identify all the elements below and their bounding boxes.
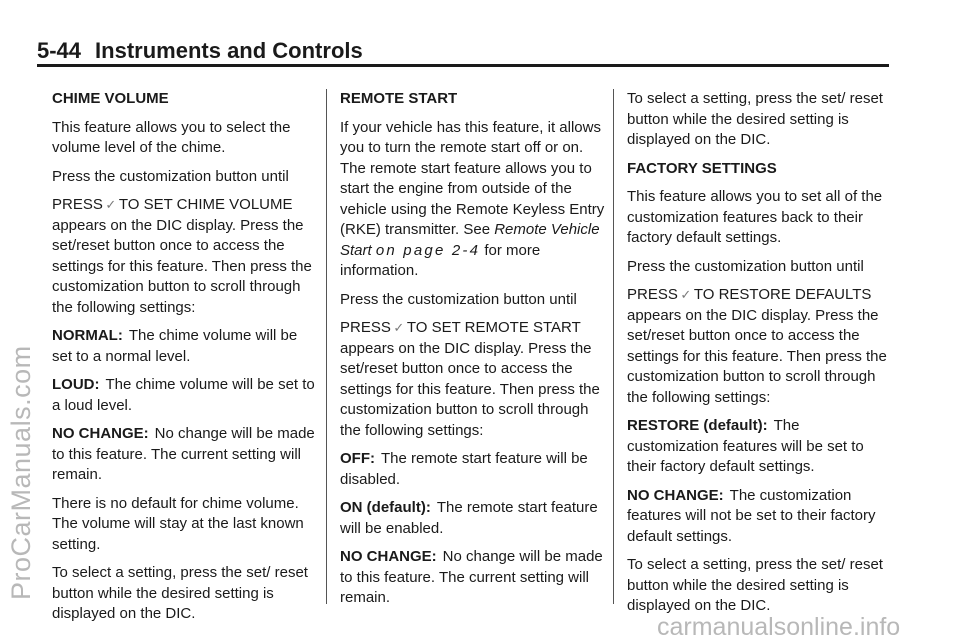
option-term: NO CHANGE: [627,486,724,504]
option-term: ON (default): [340,499,431,516]
remote-vehicle-start-link[interactable]: Remote Vehicle Start on page 2-4 [340,221,600,259]
check-icon: ✓ [105,197,117,212]
paragraph: This feature allows you to set all of the customization features back to their factory default settings. [627,188,883,246]
page-header [37,38,889,64]
option-text: No change will be made to this feature. The current setting will remain. [340,548,603,606]
option-term: LOUD: [52,376,100,393]
paragraph: This feature allows you to select the volume level of the chime. [52,118,291,156]
column-3 [627,89,895,625]
check-icon: ✓ [680,287,692,302]
press-instruction: PRESS ✓ TO SET CHIME VOLUME appears on the DIC display. Press the set/reset button once to access the settings for this feature. Then press the customization button to scroll through the following settings: [52,196,312,316]
page-number: 5-44 [37,38,82,63]
option-item [52,375,320,416]
column-divider-2 [613,89,614,604]
option-text: The customization features will be set to their factory default settings. [627,417,864,475]
option-text: The remote start feature will be enabled. [340,499,598,537]
option-item [340,449,608,490]
option-text: The chime volume will be set to a normal level. [52,327,298,365]
option-text: No change will be made to this feature. The current setting will remain. [52,425,315,483]
option-text: The customization features will not be set to their factory default settings. [627,486,876,545]
paragraph: Press the customization button until [627,257,864,275]
paragraph: To select a setting, press the set/ reset button while the desired setting is displayed on the DIC. [627,556,883,614]
option-text: The chime volume will be set to a loud level. [52,376,315,414]
press-instruction: PRESS ✓ TO SET REMOTE START appears on the DIC display. Press the set/reset button once to access the settings for this feature. Then press the customization button to scroll through the following settings: [340,319,600,439]
paragraph: Press the customization button until [52,167,289,185]
paragraph: To select a setting, press the set/ reset button while the desired setting is displayed on the DIC. [52,564,308,622]
header-rule [37,64,889,67]
column-2 [340,89,608,617]
paragraph: Press the customization button until [340,290,577,308]
option-term: NORMAL: [52,327,123,344]
option-item [52,326,320,367]
option-item [627,486,895,548]
option-text: The remote start feature will be disabled. [340,450,588,488]
press-instruction: PRESS ✓ TO RESTORE DEFAULTS appears on the DIC display. Press the set/reset button once to access the settings for this feature. Then press the customization button to scroll through the following settings: [627,286,887,406]
chime-volume-heading: CHIME VOLUME [52,90,169,107]
option-term: NO CHANGE: [52,425,149,442]
remote-start-heading: REMOTE START [340,90,458,107]
paragraph: To select a setting, press the set/ reset button while the desired setting is displayed on the DIC. [627,90,883,148]
option-term: OFF: [340,450,375,467]
option-item [627,416,895,478]
check-icon: ✓ [393,320,405,335]
paragraph: There is no default for chime volume. The volume will stay at the last known setting. [52,494,304,553]
page-title: Instruments and Controls [95,38,363,63]
option-term: NO CHANGE: [340,548,437,565]
option-term: RESTORE (default): [627,417,768,434]
column-divider-1 [326,89,327,604]
bottom-watermark: carmanualsonline.info [657,613,901,641]
side-watermark: ProCarManuals.com [6,345,36,600]
option-item [340,498,608,539]
option-item [52,424,320,486]
option-item [340,547,608,609]
column-1 [52,89,320,633]
paragraph: If your vehicle has this feature, it allows you to turn the remote start off or on. The remote start feature allows you to start the engine from outside of the vehicle using the Remote Keyless Entry (RKE) transmitter. See Remote Vehicle Start on page 2-4 for more information. [340,118,605,279]
factory-settings-heading: FACTORY SETTINGS [627,159,777,177]
